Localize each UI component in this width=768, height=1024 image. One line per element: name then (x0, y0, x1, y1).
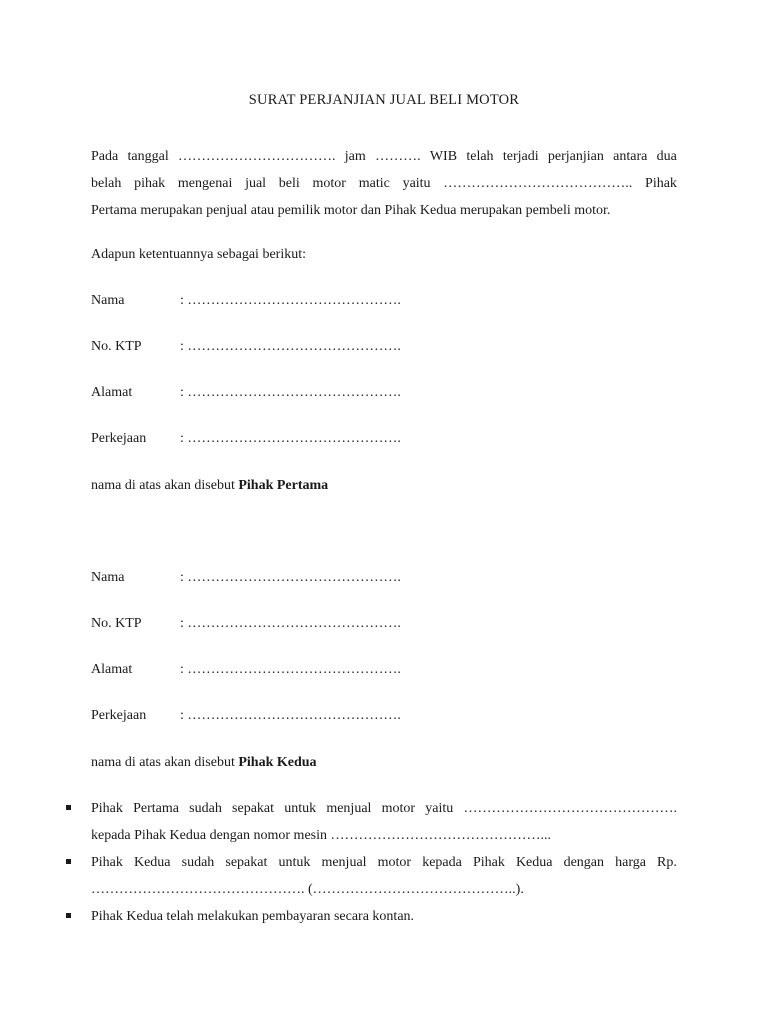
word: jam (344, 149, 366, 164)
terms-intro: Adapun ketentuannya sebagai berikut: (91, 247, 306, 262)
word: Kedua (133, 855, 171, 870)
field-label: Perkejaan (91, 708, 147, 723)
field-label: No. KTP (91, 339, 142, 354)
document-title: SURAT PERJANJIAN JUAL BELI MOTOR (248, 92, 520, 108)
field-blank: : ………………………………………. (180, 385, 401, 400)
word: Pihak (472, 855, 505, 870)
word: Rp. (657, 855, 677, 870)
word: jual (245, 176, 267, 191)
word: terjadi (502, 149, 539, 164)
field-label: Nama (91, 570, 125, 585)
field-blank: : ………………………………………. (180, 293, 401, 308)
note-text: nama di atas akan disebut (91, 478, 239, 493)
word: Pihak (645, 176, 677, 191)
word: WIB (429, 149, 458, 164)
field-label: Alamat (91, 385, 133, 400)
word: motor (312, 176, 346, 191)
word: motor (381, 801, 416, 816)
word: kepada (422, 855, 462, 870)
word: menjual (321, 855, 367, 870)
word: perjanjian (547, 149, 604, 164)
word: harga (615, 855, 646, 870)
motor-blank: ………………………………….. (443, 176, 633, 191)
word: sepakat (225, 855, 268, 870)
intro-paragraph (91, 143, 677, 224)
bullet-1-line-1 (91, 795, 677, 822)
word: beli (278, 176, 300, 191)
word: sepakat (232, 801, 275, 816)
motor-blank: ………………………………………. (463, 801, 677, 816)
field-blank: : ………………………………………. (180, 708, 401, 723)
party1-name-bold: Pihak Pertama (238, 478, 329, 493)
word: pihak (134, 176, 166, 191)
word: menjual (326, 801, 372, 816)
field-blank: : ………………………………………. (180, 662, 401, 677)
bullet-icon (65, 803, 73, 811)
field-label: Alamat (91, 662, 133, 677)
bullet-3-line-1: Pihak Kedua telah melakukan pembayaran secara kontan. (91, 909, 415, 924)
word: telah (466, 149, 494, 164)
word: Pihak (91, 855, 123, 870)
word: dengan (563, 855, 605, 870)
field-label: Perkejaan (91, 431, 147, 446)
word: sudah (181, 855, 215, 870)
field-label: Nama (91, 293, 125, 308)
word: untuk (284, 801, 317, 816)
note-text: nama di atas akan disebut (91, 755, 239, 770)
bullet-1-line-2: kepada Pihak Kedua dengan nomor mesin ………………………………………... (91, 828, 551, 843)
word: Pertama (133, 801, 179, 816)
word: motor (377, 855, 412, 870)
field-blank: : ………………………………………. (180, 339, 401, 354)
word: yaitu (425, 801, 454, 816)
word: dua (656, 149, 677, 164)
word: untuk (278, 855, 311, 870)
party2-note (91, 755, 317, 771)
bullet-item-2 (91, 849, 677, 903)
bullet-2-line-2: ………………………………………. (……………………………………..). (91, 882, 524, 897)
bullet-icon (65, 857, 73, 865)
party1-note (91, 478, 328, 494)
word: Pihak (91, 801, 123, 816)
word: yaitu (402, 176, 431, 191)
bullet-icon (65, 911, 73, 919)
word: Kedua (515, 855, 553, 870)
intro-line-3: Pertama merupakan penjual atau pemilik motor dan Pihak Kedua merupakan pembeli motor. (91, 203, 611, 218)
bullet-item-1 (91, 795, 677, 849)
date-blank: ……………………………. (178, 149, 336, 164)
field-blank: : ………………………………………. (180, 570, 401, 585)
bullet-item-3 (91, 903, 677, 930)
word: antara (613, 149, 648, 164)
intro-line-1 (91, 143, 677, 170)
word: tanggal (127, 149, 169, 164)
party2-name-bold: Pihak Kedua (238, 755, 317, 770)
field-blank: : ………………………………………. (180, 431, 401, 446)
intro-line-2 (91, 170, 677, 197)
word: Pada (91, 149, 119, 164)
field-label: No. KTP (91, 616, 142, 631)
word: matic (358, 176, 390, 191)
time-blank: ………. (375, 149, 421, 164)
word: belah (91, 176, 122, 191)
word: mengenai (177, 176, 233, 191)
bullet-2-line-1 (91, 849, 677, 876)
field-blank: : ………………………………………. (180, 616, 401, 631)
word: sudah (189, 801, 222, 816)
